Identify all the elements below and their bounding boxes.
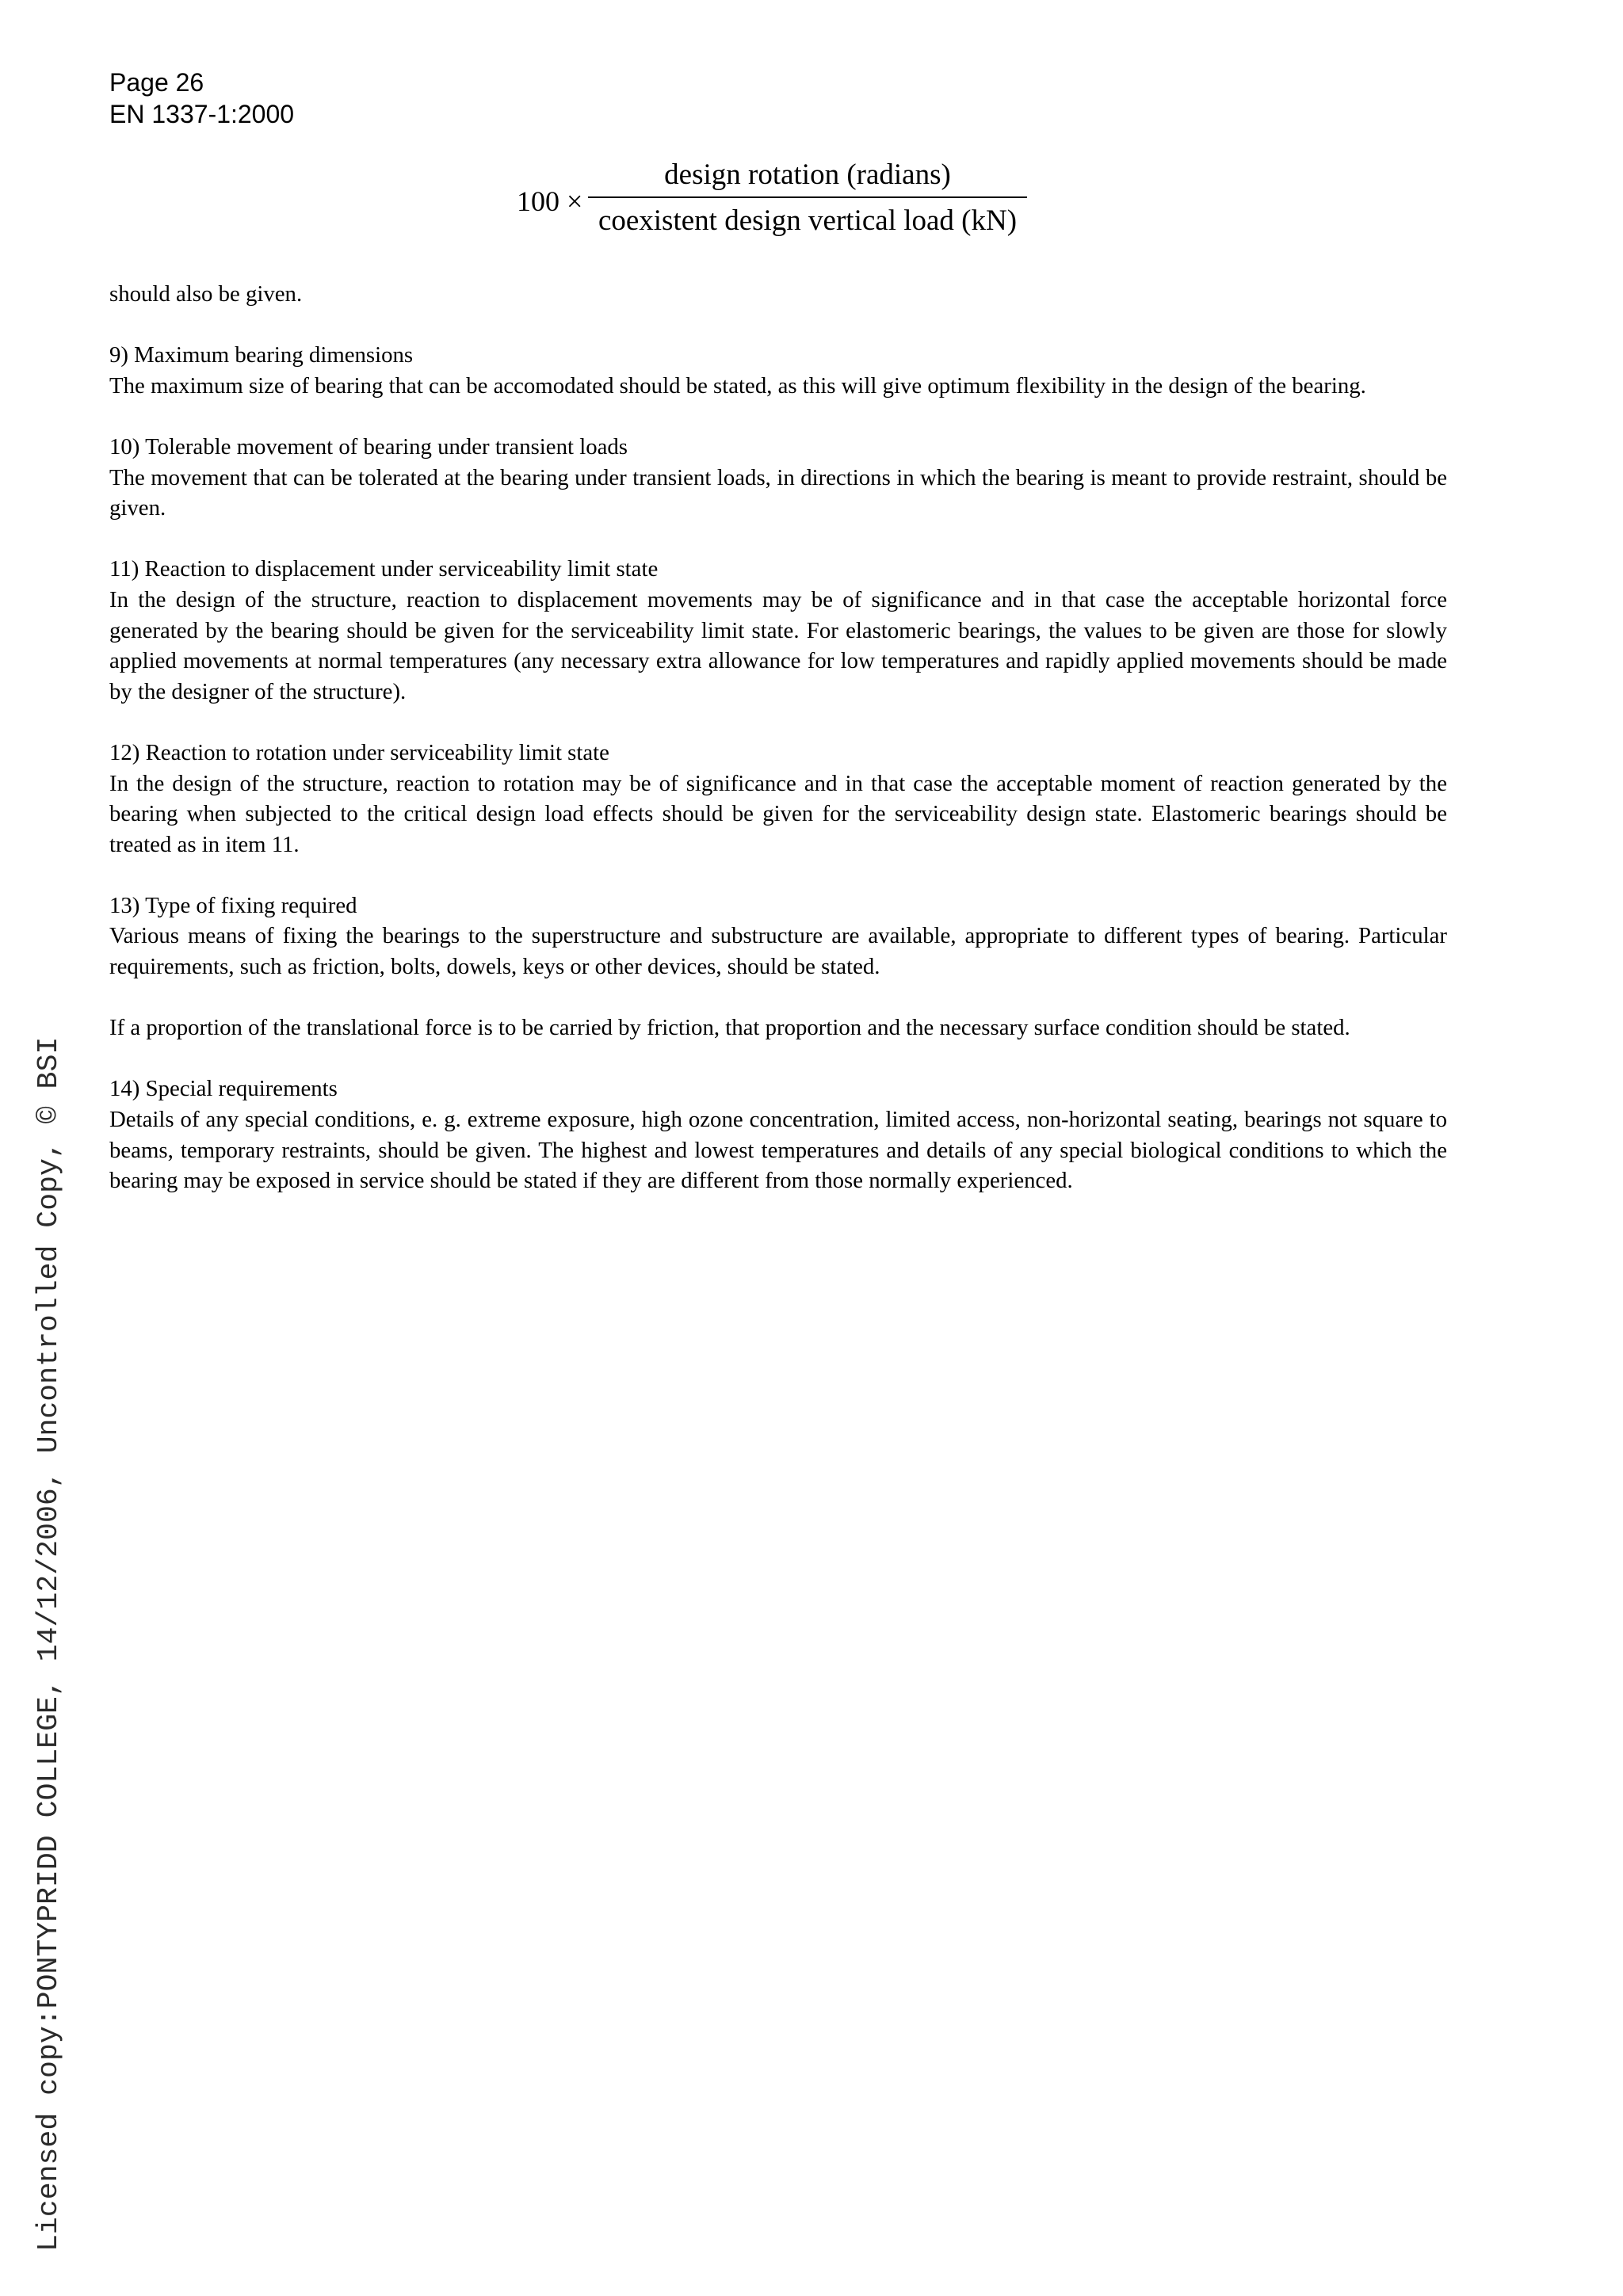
formula-coefficient: 100 × (517, 185, 583, 217)
section-paragraph: In the design of the structure, reaction to rotation may be of significance and in that case the acceptable moment of reaction generated by the bearing when subjected to the critical design load effects should be given for the serviceability design state. Elastomeric bearings should be treated as in item 11. (109, 770, 1447, 857)
section-paragraph: The maximum size of bearing that can be accomodated should be stated, as this will give optimum flexibility in the design of the bearing. (109, 372, 1366, 399)
section-heading: 10) Tolerable movement of bearing under transient loads (109, 433, 628, 460)
document-body (109, 279, 1447, 1226)
license-watermark: Licensed copy:PONTYPRIDD COLLEGE, 14/12/2006, Uncontrolled Copy, © BSI (32, 1036, 65, 2252)
section-heading: 12) Reaction to rotation under serviceability limit state (109, 739, 609, 765)
formula-numerator: design rotation (radians) (664, 158, 951, 191)
section-paragraph: Details of any special conditions, e. g. extreme exposure, high ozone concentration, limited access, non-horizontal seating, bearings not square to beams, temporary restraints, should be given. The highest and lowest temperatures and details of any special biological conditions to which the bearing may be exposed in service should be stated if they are different from those normally experienced. (109, 1107, 1447, 1194)
section-heading: 9) Maximum bearing dimensions (109, 342, 414, 368)
intro-text: should also be given. (109, 281, 303, 307)
section-heading: 13) Type of fixing required (109, 892, 357, 918)
section-12 (109, 738, 1447, 860)
formula-fraction (588, 155, 1027, 241)
section-paragraph: The movement that can be tolerated at the bearing under transient loads, in directions in which the bearing is meant to provide restraint, should be given. (109, 464, 1447, 521)
standard-code: EN 1337-1:2000 (109, 100, 295, 128)
section-14 (109, 1074, 1447, 1196)
page-header (109, 67, 294, 130)
section-paragraph: If a proportion of the translational force is to be carried by friction, that proportion and the necessary surface condition should be stated. (109, 1015, 1350, 1041)
section-heading: 14) Special requirements (109, 1076, 338, 1102)
section-11 (109, 554, 1447, 707)
page-number: Page 26 (109, 68, 204, 97)
formula (517, 155, 1032, 250)
section-10 (109, 432, 1447, 524)
section-paragraph: In the design of the structure, reaction to displacement movements may be of significance and in that case the acceptable horizontal force generated by the bearing should be given for the serviceability limit state. For elastomeric bearings, the values to be given are those for slowly applied movements at normal temperatures (any necessary extra allowance for low temperatures and rapidly applied movements should be made by the designer of the structure). (109, 586, 1447, 704)
section-9 (109, 340, 1447, 401)
fraction-bar (588, 196, 1027, 198)
section-paragraph: Various means of fixing the bearings to the superstructure and substructure are available, appropriate to different types of bearing. Particular requirements, such as friction, bolts, dowels, keys or other devices, should be stated. (109, 923, 1447, 980)
section-13 (109, 891, 1447, 1043)
section-heading: 11) Reaction to displacement under serviceability limit state (109, 556, 659, 582)
formula-denominator: coexistent design vertical load (kN) (598, 204, 1018, 237)
